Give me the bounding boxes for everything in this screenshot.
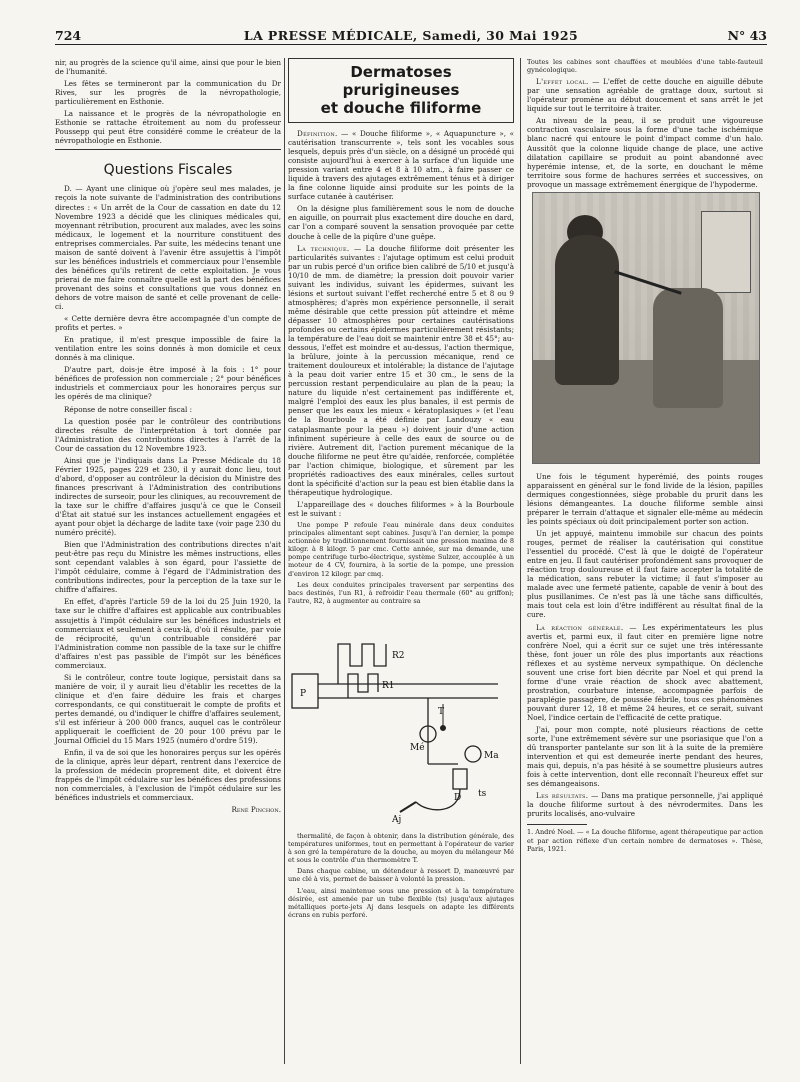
paragraph: Bien que l'Administration des contributions directes n'ait peut-être pas reçu du Ministre les mêmes instructions, elles sont cependant valables à son égard, pour l'assiette de l'impôt cédulaire, comme à l'égard de l'Administration des contributions indirectes, pour la perception de la taxe sur le chiffre d'affaires. [55,540,281,595]
author-signature: René Pinchon. [231,805,281,815]
paragraph-text: — La douche filiforme doit présenter les particularités suivantes : l'ajutage optimum est celui produit par un rubis percé d'un orifice bien calibré de 5/10 et jusqu'à 10/10 de mm. de diamètre; la pression doit pouvoir varier suivant les individus, suivant les épidermes, suivant les lésions et surtout suivant l'effet recherché entre 5 et 8 ou 9 atmosphères; d'après mon expérience personnelle, il serait même désirable que cette pression pût atteindre et même dépasser 10 atmosphères pour certaines cautérisations profondes ou certains épidermes particulièrement résistants; la température de l'eau doit se maintenir entre 38 et 45°; au-dessous, l'effet est moindre et au-dessus, l'action thermique, la brûlure, jointe à la percussion mécanique, rend ce traitement douloureux et intolérable; la distance de l'ajutage à la peau doit varier entre 15 et 30 cm., le sens de la percussion restant perpendiculaire au plan de la peau; la nature du liquide n'est certainement pas indifférente et, malgré l'emploi des eaux les plus banales, il est permis de penser que les eaux les mieux « kératoplasiques » (et l'eau de la Bourboule a été définie par Landouzy « eau cataplasmante pour la peau ») doivent jouir d'une action infiniment supérieure à celle des eaux de source ou de rivière. Autrement dit, l'action purement mécanique de la douche filiforme ne peut être qu'aidée, renforcée, complétée par l'action chimique, biologique, et sûrement par les propriétés radioactives des eaux minérales, celles surtout dont la spécificité d'action sur la peau est bien établie dans la thérapeutique hydrologique. [288,243,514,497]
footnote-rule [527,824,587,825]
apparatus-diagram [288,614,514,824]
paragraph-text: — Dans ma pratique personnelle, j'ai appliqué la douche filiforme surtout à des névrodermites. Dans les prurits localisés, ano-vulvaire [527,791,763,819]
paragraph: En pratique, il m'est presque impossible de faire la ventilation entre les soins donnés à mon domicile et ceux donnés à ma clinique. [55,335,281,363]
paragraph: La naissance et le progrès de la névropathologie en Esthonie se rattache étroitement au nom du professeur Poussepp qui peut être considéré comme le créateur de la névropathologie en Esthonie. [55,109,281,146]
column-left [55,58,281,815]
run-in-heading: Les résultats. [536,791,589,801]
column-middle [288,58,514,922]
page-header [55,26,767,45]
run-in-heading: L'effet local. [536,77,589,87]
paragraph-text: — « Douche filiforme », « Aquapuncture », « cautérisation transcurrente », tels sont les vocables sous lesquels, depuis près d'un siècle, on a désigné un procédé qui consiste aujourd'hui à exercer à la surface d'un liquide une pression variant entre 4 et 8 à 10 atm., à faire passer ce liquide à travers des ajutages extrêmement ténus et à diriger la fine colonne liquide ainsi produite sur les points de la surface cutanée à cautériser. [288,129,514,202]
paragraph-text: — L'effet de cette douche en aiguille débute par une sensation agréable de grattage doux, surtout si l'opérateur promène au début doucement et sans arrêt le jet liquide sur tout le territoire à traiter. [527,77,763,114]
column-right [527,58,763,856]
manometer [465,746,481,762]
label-mixer: Mé [410,742,425,753]
article-title-line: et douche filiforme [320,99,482,117]
paragraph: Une fois le tégument hyperémié, des points rouges apparaissent en général sur le fond livide de la lésion, papilles dermiques congestionnées, siège probable du prurit dans les lésions démangeantes. La douche filiforme semble ainsi préparer le terrain d'attaque et signaler elle-même au médecin les points spéciaux où doit principalement porter son action. [527,471,763,526]
paragraph: J'ai, pour mon compte, noté plusieurs réactions de cette sorte, l'une extrêmement sévère sur une psoriasique que l'on a dû transporter pantelante sur son lit à la suite de la première intervention et qui est demeurée inerte pendant des heures, mais qui, depuis, n'a pas hésité à se soumettre plusieurs autres fois à cette intervention, dont elle reconnaît l'heureux effet sur ses démangeaisons. [527,725,763,789]
paragraph: Au niveau de la peau, il se produit une vigoureuse contraction vasculaire sous la forme d'une tache ischémique blanc nacré qui entoure le point d'impact comme d'un halo. Aussitôt que la colonne liquide change de place, une active dilatation capillaire se produit au point abandonné avec hyperémie intense, et, de la sorte, en douchant le même territoire sous forme de hachures serrées et successives, on provoque un massage extrêmement énergique de l'hypoderme. [527,116,763,189]
journal-title: LA PRESSE MÉDICALE, Samedi, 30 Mai 1925 [243,28,579,43]
article-title-box [288,58,514,123]
paragraph: nir, au progrès de la science qu'il aime, ainsi que pour le bien de l'humanité. [55,58,281,77]
paragraph-small: thermalité, de façon à obtenir, dans la distribution générale, des températures uniformes, tout en permettant à l'opérateur de varier à son gré la température de la douche, au moyen du mélangeur Mé et sous le contrôle d'un thermomètre T. [288,831,514,865]
run-in-heading: La réaction générale. [536,622,624,632]
paragraph: L'appareillage des « douches filiformes » à la Bourboule est le suivant : [288,499,514,518]
paragraph: Toutes les cabines sont chauffées et meublées d'une table-fauteuil gynécologique. [527,58,763,75]
page-number: 724 [55,28,82,43]
label-pump: P [300,688,307,699]
paragraph: Si le contrôleur, contre toute logique, persistait dans sa manière de voir, il y aurait lieu d'établir les recettes de la clinique et d'en faire déduire les frais et charges correspondants, ce qui constituerait le compte de profits et pertes demandé, ou d'indiquer le chiffre d'affaires seulement, s'il est inférieur à 200 000 francs, auquel cas le contrôleur appliquerait le coefficient de 20 pour 100 prévu par le Journal Officiel du 15 Mars 1925 (numéro d'ordre 519). [55,672,281,746]
paragraph: Enfin, il va de soi que les honoraires perçus sur les opérés de la clinique, après leur départ, rentrent dans l'exercice de la profession de médecin proprement dite, et doivent être frappés de l'impôt cédulaire sur les bénéfices des professions non commerciales, à l'exclusion de l'impôt cédulaire sur les bénéfices industriels et commerciaux. [55,748,281,803]
photo-panel [701,211,751,293]
section-title: Questions Fiscales [103,162,233,179]
paragraph: Un jet appuyé, maintenu immobile sur chacun des points rouges, permet de réaliser la cautérisation qui constitue l'essentiel du procédé. C'est là que le doigté de l'opérateur entre en jeu. Il faut cautériser profondément sans provoquer de réaction trop douloureuse et il faut faire accepter la totalité de la médication, sans rebuter la victime; il faut s'imposer au malade avec une fermeté patiente, capable de venir à bout des plus pusillanimes. Ce n'est pas là une tâche sans difficultés, mais tout cela est loin d'être indifférent au résultat final de la cure. [527,529,763,620]
coil-r2 [338,644,386,684]
paragraph: Réponse de notre conseiller fiscal : [64,404,192,414]
pressure-reducer [453,769,467,789]
paragraph: Les fêtes se termineront par la communication du Dr Rives, sur les progrès de la névropathologie, particulièrement en Esthonie. [55,79,281,107]
paragraph-small: Les deux conduites principales traversent par serpentins des bacs destinés, l'un R1, à refroidir l'eau thermale (60° au griffon); l'autre, R2, à augmenter au contraire sa [288,580,514,605]
label-manometer: Ma [484,750,499,761]
paragraph: D. — Ayant une clinique où j'opère seul mes malades, je reçois la note suivante de l'administration des contributions directes : « Un arrêt de la Cour de cassation en date du 12 Novembre 1923 a décidé que les cliniques médicales qui, moyennant rétribution, procurent aux malades, avec les soins médicaux, le logement et la nourriture constituent des entreprises commerciales. Par suite, les médecins tenant une maison de santé doivent à l'avenir être assujettis à l'impôt sur les bénéfices industriels et commerciaux pour l'ensemble des bénéfices qu'ils retirent de cette exploitation. Je vous prierai de me faire connaître quelle est la part des bénéfices provenant des soins et consultations que vous donnez en dehors de votre maison de santé et celle provenant de celle-ci. [55,184,281,312]
section-divider [55,149,281,150]
label-tube: ts [478,788,487,799]
column-divider [520,58,521,1064]
paragraph: « Cette dernière devra être accompagnée d'un compte de profits et pertes. » [55,314,281,333]
photo-operator [555,235,619,385]
label-reducer: D [454,792,462,803]
paragraph-small: Dans chaque cabine, un détendeur à ressort D, manœuvré par une clé à vis, permet de baisser à volonté la pression. [288,867,514,884]
run-in-heading: La technique. [297,243,350,253]
label-r2: R2 [392,650,405,661]
paragraph: On la désigne plus familièrement sous le nom de douche en aiguille, on pourrait plus exactement dire douche en dard, car l'on a comparé souvent la sensation provoquée par cette douche à celle de la piqûre d'une guêpe. [288,204,514,241]
paragraph-small: L'eau, ainsi maintenue sous une pression et à la température désirée, est amenée par un tube flexible (ts) jusqu'aux ajutages métalliques porte-jets Aj dans lesquels on adapte les différents écrans en rubis perforé. [288,886,514,919]
issue-number: N° 43 [727,28,767,43]
label-thermometer: T [438,706,445,717]
treatment-photograph [532,192,760,464]
paragraph: La question posée par le contrôleur des contributions directes résulte de l'interprétation à tort donnée par l'Administration des contributions directes à l'arrêt de la Cour de cassation du 12 Novembre 1923. [55,416,281,453]
article-title-line: Dermatoses prurigineuses [342,63,460,99]
photo-patient [653,288,723,408]
paragraph-small: Une pompe P refoule l'eau minérale dans deux conduites principales alimentant sept cabines. Jusqu'à l'an dernier, la pompe actionnée by traditionnement fournissait une pression maxima de 8 kilogr. à 8 kilogr. 5 par cmc. Cette année, sur ma demande, une pompe centrifuge turbo-électrique, système Sulzer, accouplée à un moteur de 4 CV, fournira, à la sortie de la pompe, une pression d'environ 12 kilogr. par cmq. [288,520,514,578]
paragraph: Ainsi que je l'indiquais dans La Presse Médicale du 18 Février 1925, pages 229 et 230, il y aurait donc lieu, tout d'abord, d'opposer au contrôleur la décision du Ministre des finances prescrivant à l'Administration des contributions indirectes de surseoir, pour les cliniques, au recouvrement de la taxe sur le chiffre d'affaires jusqu'à ce que le Conseil d'État ait statué sur les instances actuellement engagées et ayant pour objet la décharge de ladite taxe (voir page 230 du numéro précité). [55,455,281,538]
coil-r1 [348,674,378,698]
footnote: 1. André Noel. — « La douche filiforme, agent thérapeutique par action et par action réflexe d'un certain nombre de dermatoses ». Thèse, Paris, 1921. [527,828,763,853]
paragraph-text: — Les expérimentateurs les plus avertis et, parmi eux, il faut citer en première ligne notre confrère Noel, qui a écrit sur ce sujet une très intéressante thèse, font jouer un rôle des plus importants aux réactions réflexes et au système nerveux sympathique. On déclenche souvent une crise fort bien décrite par Noel et qui prend la forme d'une vraie réaction de shock avec abattement, prostration, courbature intense, accompagnée parfois de paraplégie passagère, de poussée fébrile, tous ces phénomènes pouvant durer 12, 18 et même 24 heures, et ce serait, suivant Noel, l'indice certain de l'efficacité de cette pratique. [527,622,763,722]
run-in-heading: Définition. [297,129,338,138]
column-divider [284,58,285,1064]
paragraph: En effet, d'après l'article 59 de la loi du 25 Juin 1920, la taxe sur le chiffre d'affaires est applicable aux contribuables assujettis à l'impôt cédulaire sur les bénéfices industriels et commerciaux et seulement à ceux-là, d'où il résulte, par voie de réciprocité, qu'un contribuable considéré par l'Administration comme non passible de la taxe sur le chiffre d'affaires n'est pas passible de l'impôt sur les bénéfices commerciaux. [55,597,281,670]
paragraph: D'autre part, dois-je être imposé à la fois : 1° pour bénéfices de profession non commerciale ; 2° pour bénéfices industriels et commerciaux pour les honoraires perçus sur les opérés de ma clinique? [55,365,281,402]
label-r1: R1 [382,680,395,691]
label-nozzle: Aj [392,814,402,824]
